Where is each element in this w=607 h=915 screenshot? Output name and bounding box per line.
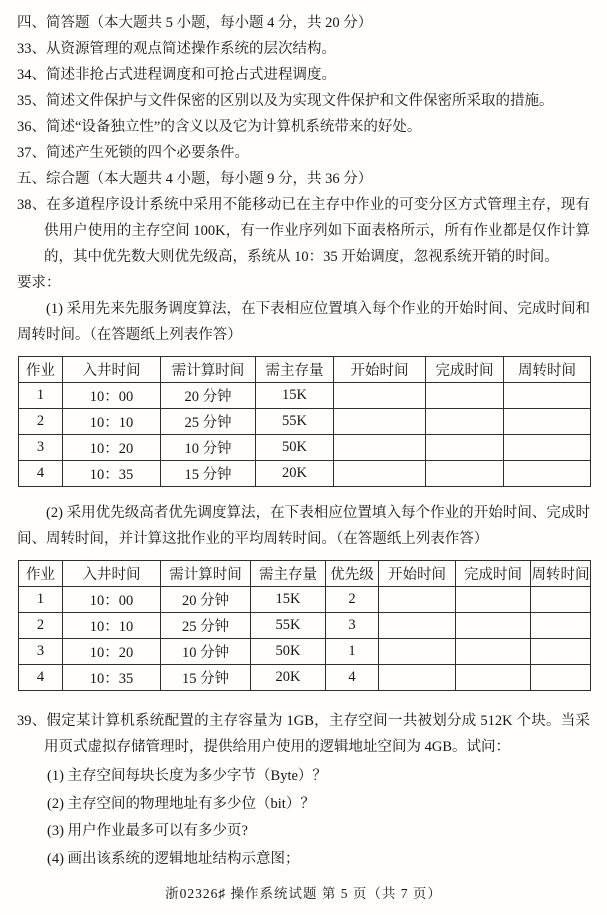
table-cell: 50K [251,639,326,665]
table-cell: 10：10 [63,613,161,639]
column-header: 需主存量 [251,561,326,587]
table-row [19,587,591,613]
table-cell: 15 分钟 [161,461,256,487]
table-cell [531,665,591,691]
column-header: 开始时间 [379,561,456,587]
column-header: 开始时间 [334,357,426,383]
table-cell [334,383,426,409]
question-38-intro: 38、在多道程序设计系统中采用不能移动已在主存中作业的可变分区方式管理主存，现有供用户使用的主存空间 100K，有一作业序列如下面表格所示，所有作业都是仅作计算的，其中优先数大则优先级高，系统从 10：35 开始调度，忽视系统开销的时间。 [17,197,590,265]
table-cell: 25 分钟 [161,613,251,639]
question-37: 37、简述产生死锁的四个必要条件。 [17,145,249,161]
column-header: 入井时间 [63,357,161,383]
question-34: 34、简述非抢占式进程调度和可抢占式进程调度。 [17,67,336,83]
table-cell [379,613,456,639]
page-footer: 浙02326♯ 操作系统试题 第 5 页（共 7 页） [165,886,442,901]
table-cell: 4 [19,461,63,487]
table-cell [456,587,531,613]
table-row [19,613,591,639]
table-cell: 3 [326,613,379,639]
table-cell: 25 分钟 [161,409,256,435]
question-36: 36、简述“设备独立性”的含义以及它为计算机系统带来的好处。 [17,119,422,135]
table-cell: 15K [251,587,326,613]
question-39-item-3: (3) 用户作业最多可以有多少页? [47,823,248,839]
table-cell: 2 [19,613,63,639]
table-cell [456,665,531,691]
column-header: 完成时间 [456,561,531,587]
table-cell: 15K [256,383,334,409]
table-cell: 10：20 [63,639,161,665]
column-header: 周转时间 [531,561,591,587]
table-cell [426,461,504,487]
question-39 [17,708,590,873]
column-header: 需计算时间 [161,561,251,587]
table-cell: 10：35 [63,461,161,487]
table-cell: 20K [251,665,326,691]
question-38-part1: (1) 采用先来先服务调度算法，在下表相应位置填入每个作业的开始时间、完成时间和周转时间。（在答题纸上列表作答） [17,301,590,343]
table-row [19,639,591,665]
column-header: 作业 [19,561,63,587]
table-row [19,383,591,409]
question-39-items [47,763,590,873]
table-cell [456,639,531,665]
column-header: 优先级 [326,561,379,587]
column-header: 周转时间 [504,357,591,383]
question-38-require-label: 要求： [17,275,61,291]
question-33: 33、从资源管理的观点简述操作系统的层次结构。 [17,41,336,57]
table-row [19,435,591,461]
column-header: 需计算时间 [161,357,256,383]
table-cell [456,613,531,639]
table-cell: 1 [19,383,63,409]
table-cell: 3 [19,639,63,665]
table-cell [426,435,504,461]
question-39-intro: 39、假定某计算机系统配置的主存容量为 1GB，主存空间一共被划分成 512K 个块。当采用页式虚拟存储管理时，提供给用户使用的逻辑地址空间为 4GB。试问： [17,713,590,755]
table-cell: 2 [19,409,63,435]
table-cell [379,665,456,691]
table-cell: 4 [326,665,379,691]
table-cell [426,383,504,409]
table-cell [334,461,426,487]
table-cell [504,409,591,435]
table-cell: 20 分钟 [161,587,251,613]
section-5-heading: 五、综合题（本大题共 4 小题，每小题 9 分，共 36 分） [17,171,373,187]
table-cell [531,587,591,613]
table-cell: 20K [256,461,334,487]
table-cell: 10：10 [63,409,161,435]
table-cell: 2 [326,587,379,613]
table-cell [379,587,456,613]
table-row [19,409,591,435]
question-39-item-2: (2) 主存空间的物理地址有多少位（bit）？ [47,795,315,812]
table-cell [379,639,456,665]
table-header-row [19,357,591,383]
table-cell: 10：00 [63,383,161,409]
priority-schedule-table [18,560,591,691]
table-cell: 1 [19,587,63,613]
table-cell: 10 分钟 [161,435,256,461]
table-cell [531,613,591,639]
table-cell: 20 分钟 [161,383,256,409]
table-cell [426,409,504,435]
table-cell: 55K [256,409,334,435]
table-cell: 50K [256,435,334,461]
table-row [19,665,591,691]
question-38-part2: (2) 采用优先级高者优先调度算法，在下表相应位置填入每个作业的开始时间、完成时间、周转时间，并计算这批作业的平均周转时间。（在答题纸上列表作答） [17,505,590,547]
question-35: 35、简述文件保护与文件保密的区别以及为实现文件保护和文件保密所采取的措施。 [17,93,554,109]
column-header: 入井时间 [63,561,161,587]
table-row [19,461,591,487]
table-cell: 4 [19,665,63,691]
table-cell [504,435,591,461]
table-cell: 10 分钟 [161,639,251,665]
section-4-heading: 四、简答题（本大题共 5 小题，每小题 4 分，共 20 分） [17,15,373,31]
table-cell: 10：35 [63,665,161,691]
question-39-item-4: (4) 画出该系统的逻辑地址结构示意图； [47,850,300,867]
table-cell: 55K [251,613,326,639]
question-39-item-1: (1) 主存空间每块长度为多少字节（Byte）？ [47,768,327,784]
table-cell [504,461,591,487]
table-cell: 10：00 [63,587,161,613]
table-cell [334,409,426,435]
table-cell [334,435,426,461]
fcfs-schedule-table [18,356,591,487]
table-cell: 3 [19,435,63,461]
column-header: 作业 [19,357,63,383]
column-header: 完成时间 [426,357,504,383]
table-cell: 15 分钟 [161,665,251,691]
table-header-row [19,561,591,587]
table-cell: 1 [326,639,379,665]
table-cell: 10：20 [63,435,161,461]
column-header: 需主存量 [256,357,334,383]
table-cell [531,639,591,665]
table-cell [504,383,591,409]
